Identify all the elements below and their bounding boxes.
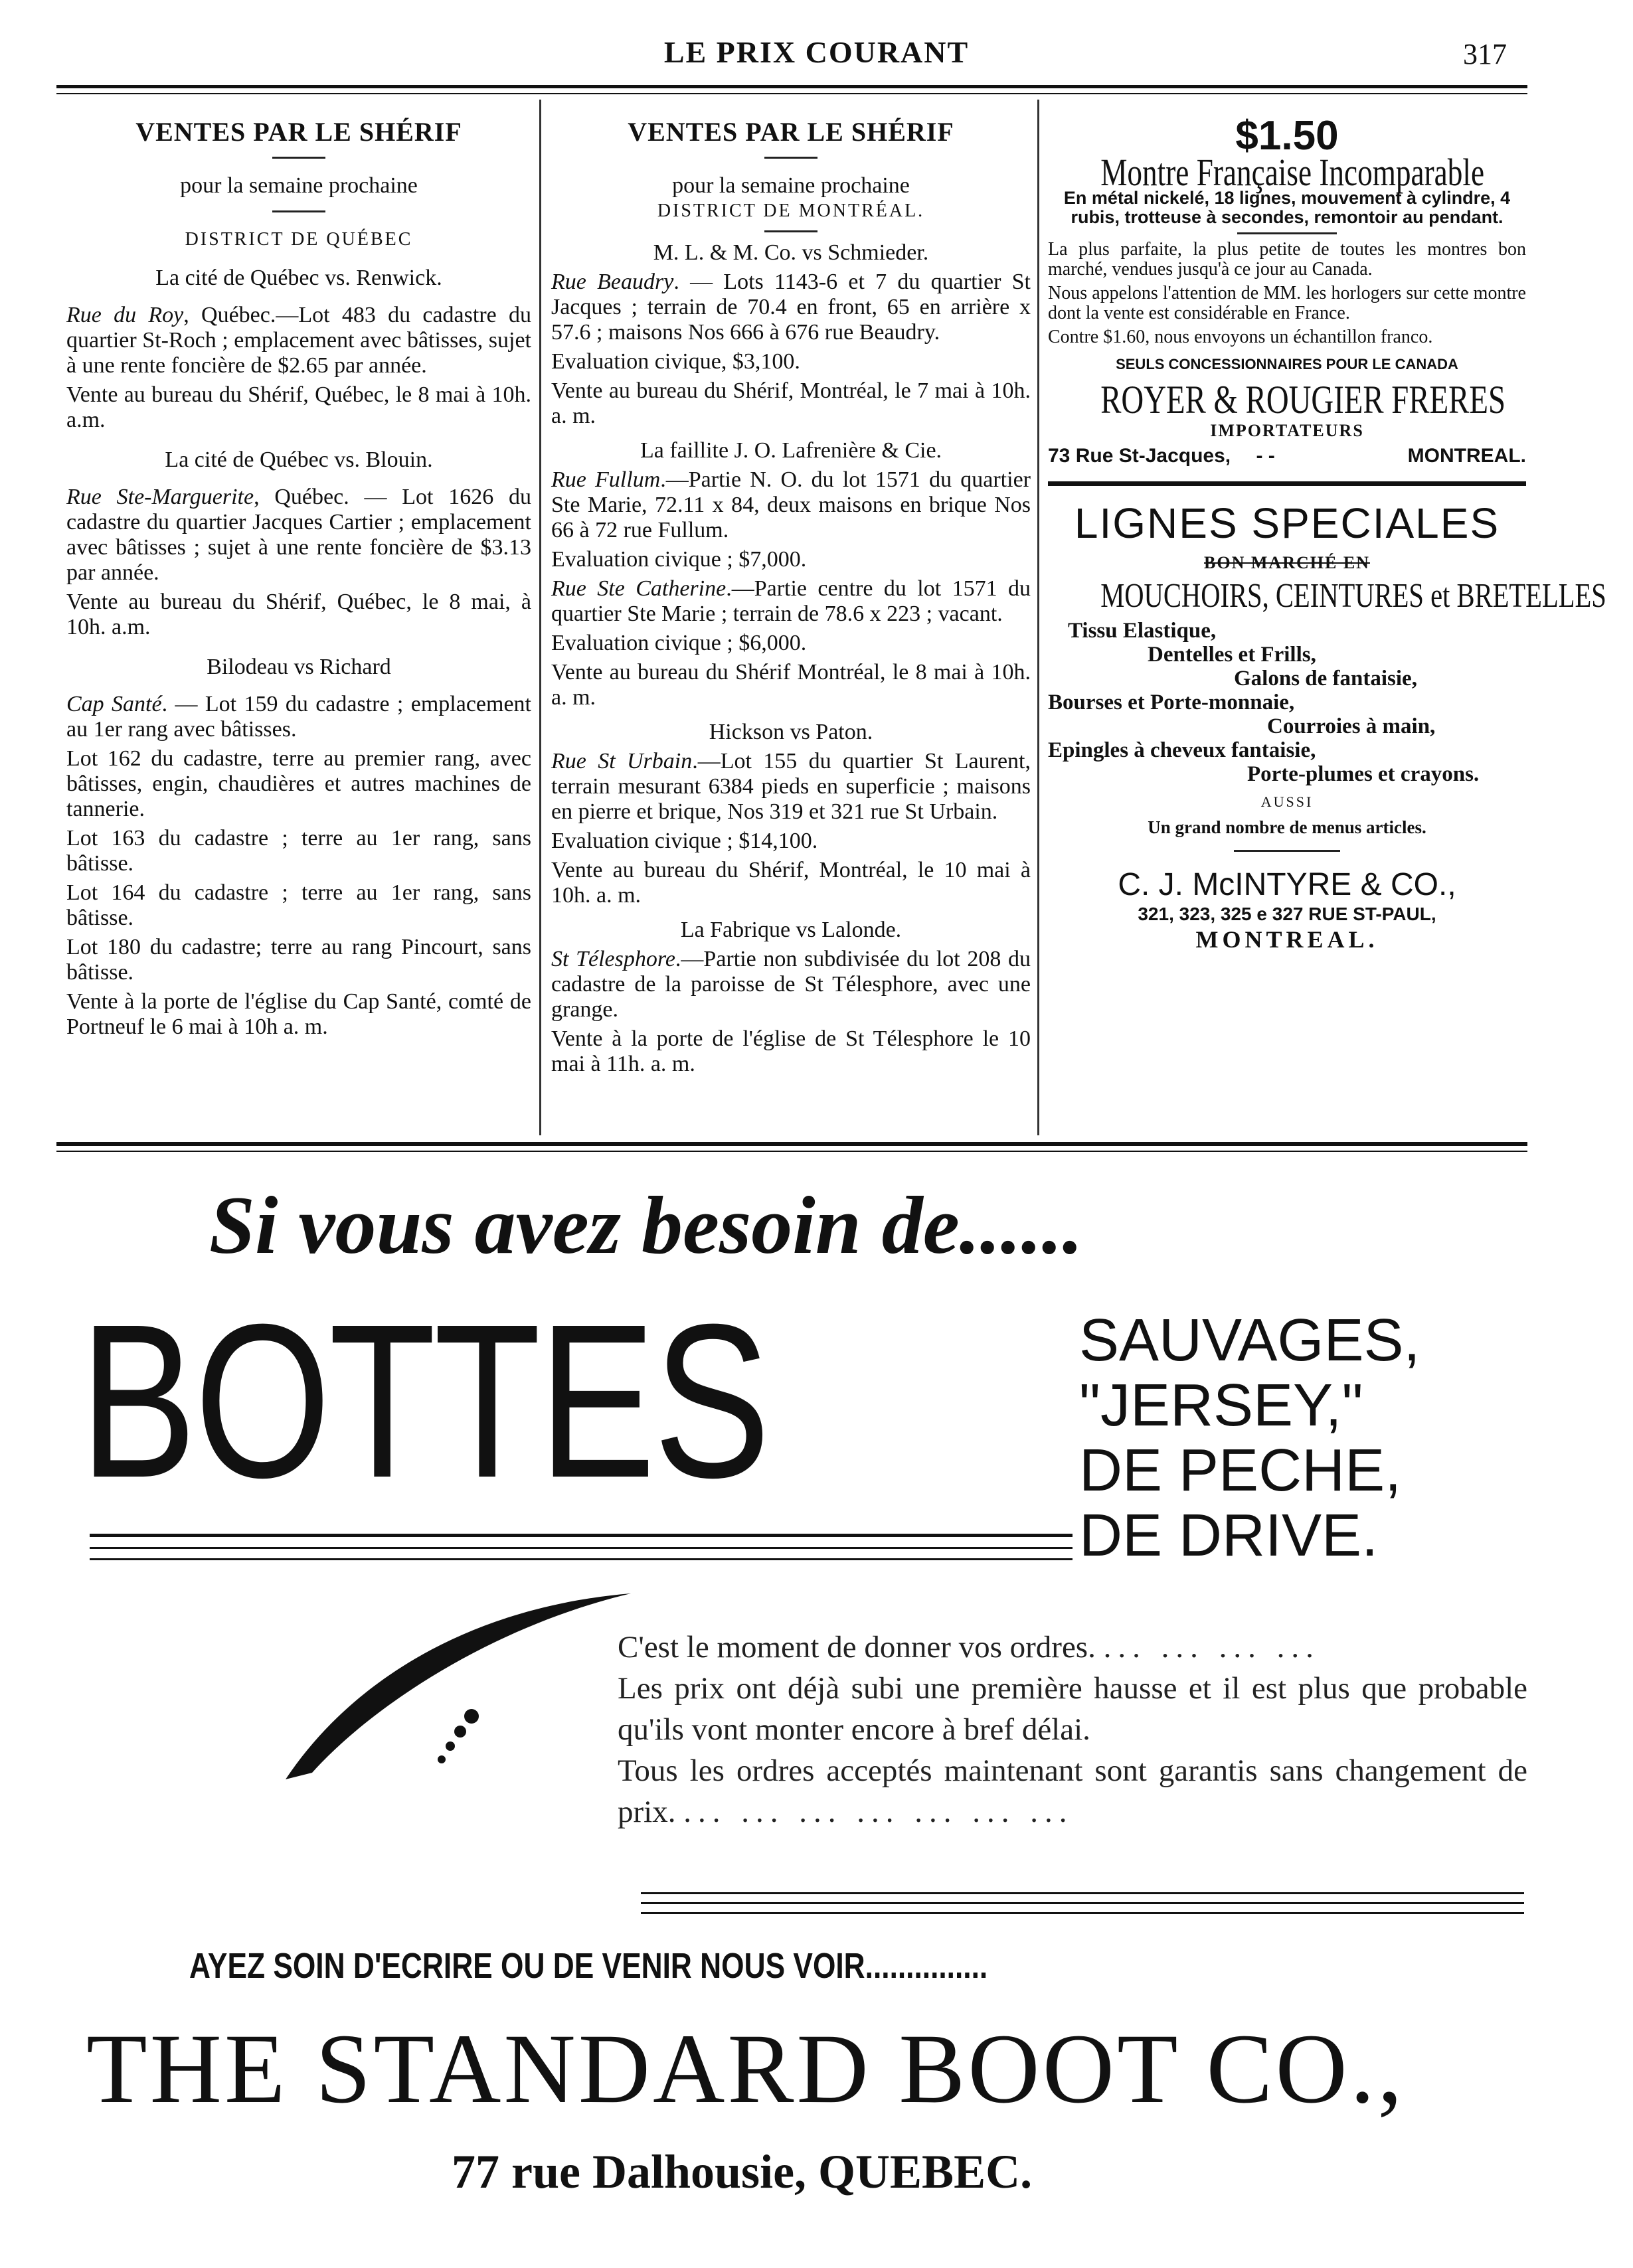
case-street: Rue Beaudry	[551, 270, 674, 294]
case-eval: Evaluation civique ; $14,100.	[551, 829, 818, 853]
case-sale: Vente au bureau du Shérif, Québec, le 8 mai à 10h. a.m.	[66, 382, 531, 432]
ad-rule	[90, 1534, 1073, 1537]
agents-role: IMPORTATEURS	[1210, 421, 1364, 440]
column-montreal	[551, 117, 1031, 1081]
case-title: Hickson vs Paton.	[709, 720, 873, 744]
column-ads	[1048, 113, 1606, 954]
watch-description: En métal nickelé, 18 lignes, mouvement à cylindre, 4 rubis, trotteuse à secondes, remontoir au pendant.	[1063, 188, 1511, 227]
boot-type: "JERSEY,"	[1079, 1372, 1363, 1439]
lignes-products: MOUCHOIRS, CEINTURES et BRETELLES	[1100, 577, 1606, 615]
case-street: Rue Ste-Marguerite	[66, 485, 254, 509]
case-sale: Vente au bureau du Shérif, Montréal, le 10 mai à 10h. a. m.	[551, 858, 1031, 908]
column-divider	[1037, 100, 1039, 1135]
ad-address: 77 rue Dalhousie, QUEBEC.	[452, 2145, 1033, 2198]
ad-headline: Si vous avez besoin de......	[209, 1180, 1083, 1271]
case-title: La cité de Québec vs. Renwick.	[155, 266, 442, 290]
company-city: MONTREAL.	[1195, 926, 1379, 953]
case-title: Bilodeau vs Richard	[207, 655, 391, 679]
ad-rule	[90, 1547, 1073, 1549]
divider	[764, 230, 817, 232]
subheading: pour la semaine prochaine	[180, 173, 418, 198]
section-rule-thin	[56, 1151, 1527, 1152]
column-quebec	[66, 117, 532, 1044]
case-street: Rue Ste Catherine	[551, 576, 727, 601]
case-street: Rue Fullum	[551, 467, 661, 492]
case-title: M. L. & M. Co. vs Schmieder.	[653, 240, 929, 265]
case-street: Rue du Roy	[66, 303, 184, 327]
case-street: St Télesphore	[551, 947, 675, 971]
ad-line: Tous les ordres acceptés maintenant sont garantis sans changement de prix. ... ... ... ... ... ... ...	[618, 1753, 1527, 1829]
divider	[272, 157, 325, 159]
case-sale: Vente au bureau du Shérif, Québec, le 8 mai, à 10h. a.m.	[66, 590, 531, 639]
product-item: Tissu Elastique,	[1068, 619, 1217, 643]
case-eval: Evaluation civique ; $6,000.	[551, 631, 807, 655]
case-text: Cap Santé. — Lot 159 du cadastre ; emplacement au 1er rang avec bâtisses.	[66, 692, 531, 742]
subheading: pour la semaine prochaine	[672, 173, 910, 198]
case-title: La Fabrique vs Lalonde.	[680, 918, 902, 942]
product-item: Epingles à cheveux fantaisie,	[1048, 738, 1316, 762]
product-item: Porte-plumes et crayons.	[1247, 762, 1480, 786]
ad-bottes: BOTTES	[80, 1278, 768, 1523]
divider	[272, 210, 325, 212]
swash-ornament	[272, 1580, 644, 1793]
divider	[1234, 850, 1340, 852]
boot-type: SAUVAGES,	[1079, 1307, 1420, 1374]
header-rule	[56, 85, 1527, 88]
section-rule	[1048, 481, 1526, 486]
column-divider	[539, 100, 541, 1135]
page-number: 317	[1463, 38, 1507, 70]
boot-types	[1079, 1308, 1420, 1568]
case-street: Rue St Urbain	[551, 749, 693, 773]
company-address: 321, 323, 325 e 327 RUE ST-PAUL,	[1138, 904, 1436, 924]
ad-cta: AYEZ SOIN D'ECRIRE OU DE VENIR NOUS VOIR...............	[189, 1946, 988, 1986]
product-item: Bourses et Porte-monnaie,	[1048, 690, 1295, 714]
page-header-title: LE PRIX COURANT	[663, 35, 970, 69]
column-heading: VENTES PAR LE SHÉRIF	[135, 117, 462, 147]
divider	[1237, 232, 1337, 234]
lignes-subtitle: BON MARCHÉ EN	[1204, 553, 1370, 572]
case-eval: Evaluation civique ; $7,000.	[551, 547, 807, 572]
case-text: Rue Ste-Marguerite, Québec. — Lot 1626 du cadastre du quartier Jacques Cartier ; emplacement avec bâtisses ; sujet à une rente foncière de $3.13 par année.	[66, 485, 531, 585]
product-item: Courroies à main,	[1267, 714, 1436, 738]
ad-rule	[90, 1558, 1073, 1560]
ad-rule	[641, 1902, 1524, 1904]
case-text: Rue du Roy, Québec.—Lot 483 du cadastre du quartier St-Roch ; emplacement avec bâtisses, sujet à une rente foncière de $2.65 par année.	[66, 303, 532, 378]
watch-paragraph: La plus parfaite, la plus petite de toutes les montres bon marché, vendues jusqu'à ce jour au Canada.	[1048, 239, 1526, 280]
case-lot: Lot 162 du cadastre, terre au premier rang, avec bâtisses, engin, chaudières et autres machines de tannerie.	[66, 746, 531, 821]
case-eval: Evaluation civique, $3,100.	[551, 349, 800, 374]
case-title: La cité de Québec vs. Blouin.	[165, 447, 433, 472]
case-sale: Vente à la porte de l'église de St Télesphore le 10 mai à 11h. a. m.	[551, 1026, 1031, 1076]
agents-address: 73 Rue St-Jacques, - - MONTREAL.	[1048, 445, 1526, 467]
product-list	[1048, 619, 1526, 786]
ad-company: THE STANDARD BOOT CO.,	[86, 2014, 1405, 2124]
ad-rule	[641, 1892, 1524, 1894]
district-label: DISTRICT DE MONTRÉAL.	[657, 201, 925, 221]
case-text: Rue Beaudry. — Lots 1143-6 et 7 du quartier St Jacques ; terrain de 70.4 en front, 65 en arrière x 57.6 ; maisons Nos 666 à 676 rue Beaudry.	[551, 270, 1031, 345]
watch-paragraph: Nous appelons l'attention de MM. les horlogers sur cette montre dont la vente est considérable en France.	[1048, 283, 1526, 323]
case-sale: Vente à la porte de l'église du Cap Santé, comté de Portneuf le 6 mai à 10h a. m.	[66, 989, 531, 1039]
header-rule-thin	[56, 93, 1527, 94]
case-lot: Lot 163 du cadastre ; terre au 1er rang, sans bâtisse.	[66, 826, 531, 876]
case-text: Rue Fullum.—Partie N. O. du lot 1571 du quartier Ste Marie, 72.11 x 84, deux maisons en brique Nos 66 à 72 rue Fullum.	[551, 467, 1031, 542]
aussi-label: AUSSI	[1260, 793, 1314, 810]
case-text: St Télesphore.—Partie non subdivisée du lot 208 du cadastre de la paroisse de St Télesphore, avec une grange.	[551, 947, 1031, 1022]
product-item: Dentelles et Frills,	[1148, 643, 1316, 667]
watch-price: $1.50	[1235, 113, 1339, 159]
district-label: DISTRICT DE QUÉBEC	[185, 229, 413, 250]
watch-paragraph: Contre $1.60, nous envoyons un échantillon franco.	[1048, 327, 1433, 347]
product-item: Galons de fantaisie,	[1234, 667, 1417, 690]
agents-label: SEULS CONCESSIONNAIRES POUR LE CANADA	[1116, 356, 1458, 372]
company-name: C. J. McINTYRE & CO.,	[1118, 867, 1456, 902]
case-text: Rue Ste Catherine.—Partie centre du lot 1571 du quartier Ste Marie ; terrain de 78.6 x 223 ; vacant.	[551, 576, 1031, 626]
case-lot: Lot 180 du cadastre; terre au rang Pincourt, sans bâtisse.	[66, 935, 531, 985]
section-rule	[56, 1142, 1527, 1146]
case-lot: Lot 164 du cadastre ; terre au 1er rang, sans bâtisse.	[66, 880, 531, 930]
boot-type: DE PECHE,	[1079, 1437, 1402, 1504]
column-heading: VENTES PAR LE SHÉRIF	[628, 117, 954, 147]
aussi-text: Un grand nombre de menus articles.	[1148, 817, 1426, 837]
case-title: La faillite J. O. Lafrenière & Cie.	[640, 438, 942, 463]
ad-line: C'est le moment de donner vos ordres. ... ... ... ...	[618, 1630, 1320, 1664]
boot-type: DE DRIVE.	[1079, 1502, 1379, 1569]
lignes-title: LIGNES SPECIALES	[1074, 499, 1500, 547]
watch-title: Montre Française Incomparable	[1100, 151, 1485, 194]
ad-line: Les prix ont déjà subi une première hausse et il est plus que probable qu'ils vont monter encore à bref délai.	[618, 1671, 1527, 1747]
ad-body	[618, 1627, 1527, 1832]
agents-name: ROYER & ROUGIER FRERES	[1100, 378, 1505, 422]
divider	[764, 157, 817, 159]
case-sale: Vente au bureau du Shérif, Montréal, le 7 mai à 10h. a. m.	[551, 378, 1031, 428]
case-street: Cap Santé	[66, 692, 162, 716]
ad-rule	[641, 1912, 1524, 1914]
case-sale: Vente au bureau du Shérif Montréal, le 8 mai à 10h. a. m.	[551, 660, 1031, 710]
case-text: Rue St Urbain.—Lot 155 du quartier St Laurent, terrain mesurant 6384 pieds en superficie ; maisons en pierre et brique, Nos 319 et 321 rue St Urbain.	[551, 749, 1031, 824]
